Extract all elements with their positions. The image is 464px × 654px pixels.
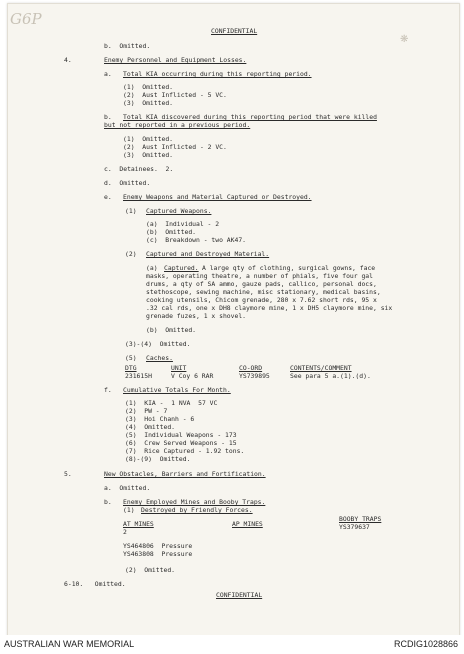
archive-source-label: AUSTRALIAN WAR MEMORIAL [4, 639, 135, 649]
col-booby-traps: BOOBY TRAPS [339, 515, 382, 523]
header-marking: CONFIDENTIAL [211, 27, 258, 35]
section-4-number: 4. [64, 56, 72, 64]
item-e2a-text-4: stethoscope, sewing machine, misc stationary, medical basins, [146, 288, 381, 296]
item-a1: (1) Omitted. [123, 83, 174, 91]
item-f8-9: (8)-(9) Omitted. [125, 455, 191, 463]
item-e5-label: (5) [125, 354, 137, 362]
item-f5: (5) Individual Weapons - 173 [125, 431, 237, 439]
item-f-label: f. [104, 386, 112, 394]
item-c: c. Detainees. 2. [104, 165, 174, 173]
item-e2a-text-7: grenade fuzes, 1 x shovel. [146, 312, 247, 320]
mine-row-1: YS464806 Pressure [123, 542, 193, 550]
item-e2-title: Captured and Destroyed Material. [146, 250, 270, 258]
item-f-title: Cumulative Totals For Month. [123, 386, 231, 394]
line-b-omitted: b. Omitted. [104, 42, 151, 50]
document-page [7, 3, 460, 637]
item-a2: (2) Aust Inflicted - 5 VC. [123, 91, 227, 99]
item-e1-title: Captured Weapons. [146, 207, 212, 215]
item-e-label: e. [104, 193, 112, 201]
item-5a: a. Omitted. [104, 484, 151, 492]
item-e2a-label: (a) [146, 264, 158, 272]
cache-header-dtg: DTG [125, 364, 137, 372]
section-5-title: New Obstacles, Barriers and Fortification. [104, 470, 266, 478]
footer-marking: CONFIDENTIAL [216, 591, 263, 599]
item-5b2: (2) Omitted. [125, 566, 176, 574]
item-e5-title: Caches. [146, 354, 173, 362]
item-e1-label: (1) [125, 207, 137, 215]
item-b-label: b. [104, 113, 112, 121]
item-a-label: a. [104, 70, 112, 78]
item-b2: (2) Aust Inflicted - 2 VC. [123, 143, 227, 151]
item-e2a-text-3: drums, a qty of SA ammo, gauze pads, callico, personal docs, [146, 280, 377, 288]
item-d: d. Omitted. [104, 179, 151, 187]
item-e2-label: (2) [125, 250, 137, 258]
section-6-10: 6-10. Omitted. [64, 580, 126, 588]
item-e-title: Enemy Weapons and Material Captured or Destroyed. [123, 193, 312, 201]
section-5-number: 5. [64, 470, 72, 478]
item-f6: (6) Crew Served Weapons - 15 [125, 439, 237, 447]
cache-header-contents: CONTENTS/COMMENT [290, 364, 352, 372]
cache-row-unit: V Coy 6 RAR [171, 372, 214, 380]
item-5b-label: b. [104, 498, 112, 506]
item-e3-4: (3)-(4) Omitted. [125, 340, 191, 348]
cache-row-dtg: 231615H [125, 372, 152, 380]
item-e2a-word: Captured. [164, 264, 199, 272]
item-e1b: (b) Omitted. [146, 228, 197, 236]
page-stamp-mark: ❋ [400, 34, 409, 45]
item-a-title: Total KIA occurring during this reporting period. [123, 70, 312, 78]
item-b-title-2: but not reported in a previous period. [104, 121, 251, 129]
cache-header-unit: UNIT [171, 364, 187, 372]
item-e2a-text-6: .32 cal rds, one x DH8 claymore mine, 1 x DH5 claymore mine, six [146, 304, 393, 312]
item-5b1-label: (1) [123, 506, 135, 514]
col-at-mines: AT MINES [123, 520, 154, 528]
cache-header-coord: CO-ORD [239, 364, 263, 372]
item-b1: (1) Omitted. [123, 135, 174, 143]
item-b3: (3) Omitted. [123, 151, 174, 159]
item-e1c: (c) Breakdown - two AK47. [146, 236, 247, 244]
item-e2a-text-5: cooking utensils, Chicom grenade, 280 x 7.62 short rds, 95 x [146, 296, 377, 304]
mine-row-2: YS463808 Pressure [123, 550, 193, 558]
archive-footer-bar [0, 635, 464, 654]
item-f1: (1) KIA - 1 NVA 57 VC [125, 399, 218, 407]
item-5b-title: Enemy Employed Mines and Booby Traps. [123, 498, 266, 506]
item-a3: (3) Omitted. [123, 99, 174, 107]
item-b-title-1: Total KIA discovered during this reporting period that were killed [123, 113, 377, 121]
item-e1a: (a) Individual - 2 [146, 220, 220, 228]
corner-handwritten-mark: G6P [10, 10, 42, 28]
section-4-title: Enemy Personnel and Equipment Losses. [104, 56, 247, 64]
archive-record-id: RCDIG1028866 [393, 639, 458, 649]
item-f4: (4) Omitted. [125, 423, 176, 431]
item-f3: (3) Hoi Chanh - 6 [125, 415, 195, 423]
item-f2: (2) PW - 7 [125, 407, 168, 415]
at-mines-count: 2 [123, 528, 127, 536]
item-e2a-text-2: masks, operating theatre, a number of phials, five four gal [146, 272, 374, 280]
col-ap-mines: AP MINES [232, 520, 263, 528]
item-e2b: (b) Omitted. [146, 326, 197, 334]
item-e2a-text-1: A large qty of clothing, surgical gowns, face [202, 264, 376, 272]
booby-traps-ref: YS379637 [339, 523, 370, 531]
item-f7: (7) Rice Captured - 1.92 tons. [125, 447, 245, 455]
item-5b1-title: Destroyed by Friendly Forces. [141, 506, 253, 514]
cache-row-contents: See para 5 a.(1).(d). [290, 372, 371, 380]
cache-row-coord: YS739895 [239, 372, 270, 380]
